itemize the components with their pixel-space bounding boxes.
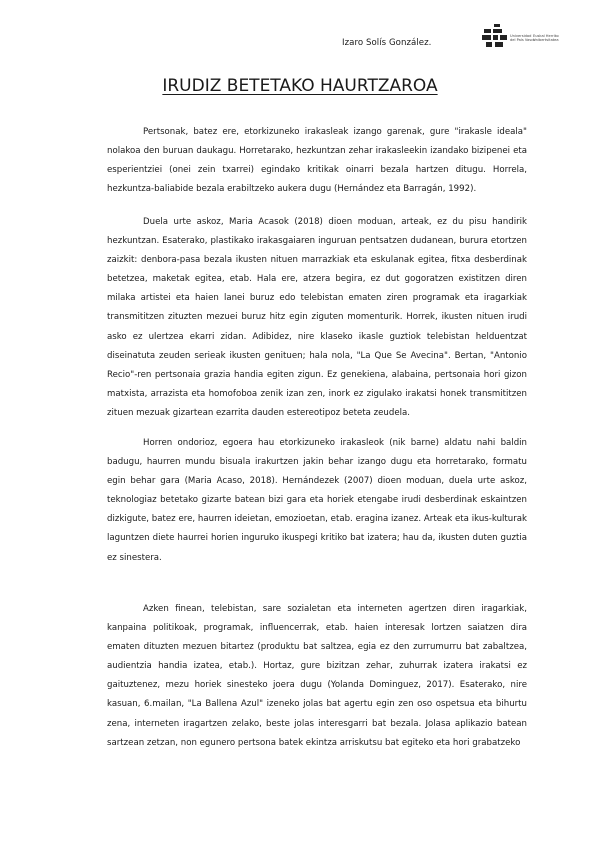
logo-text-left: Universidad del País Vasco xyxy=(510,34,536,43)
paragraph-2: Duela urte askoz, Maria Acasok (2018) dioen moduan, arteak, ez du pisu handirik hezkuntzan. Esaterako, plastikako irakasgaiaren inguruan pentsatzen dudanean, burura etortzen zaizkit: denbora-pasa bezala ikusten nituen marrazkiak eta eskulanak egitea, fitxa desberdinak betetzea, maketak egitea, etab. Hala ere, atzera begira, ez dut gogoratzen existitzen diren milaka artistei eta haien lanei buruz edo telebistan ematen ziren programak eta iragarkiak transmititzen zituzten mezuei buruz hitz egin ziguten momenturik. Horrek, ikusten nituen irudi asko ez ulertzea ekarri zidan. Adibidez, nire klaseko ikasle guztiok telebistan helduentzat diseinatuta zeuden serieak ikusten genituen; hala nola, "La Que Se Avecina". Bertan, "Antonio Recio"-ren pertsonaia grazia handia egiten zigun. Ez genekiena, alabaina, pertsonaia hori gizon matxista, arrazista eta homofoboa zenik izan zen, inork ez zigulako irakatsi honek transmititzen zituen mezuak gizartean ezarrita dauden estereotipoz beteta zeudela. xyxy=(107,217,527,418)
university-logo xyxy=(480,20,560,50)
logo-text-right: Euskal Herriko Unibertsitatea xyxy=(533,34,559,43)
document-title: IRUDIZ BETETAKO HAURTZAROA xyxy=(162,76,438,96)
university-emblem-icon xyxy=(480,24,510,48)
paragraph-1: Pertsonak, batez ere, etorkizuneko irakasleak izango garenak, gure "irakasle ideala" nolakoa den buruan daukagu. Horretarako, hezkuntzan zehar irakasleekin izandako bizipenei eta esperientziei (onei zein txarrei) egindako kritikak oinarri bezala hartzen ditugu. Horrela, hezkuntza-baliabide bezala erabiltzeko aukera dugu (Hernández eta Barragán, 1992). xyxy=(107,127,527,195)
author-name: Izaro Solís González. xyxy=(342,38,432,48)
paragraph-3: Horren ondorioz, egoera hau etorkizuneko irakasleok (nik barne) aldatu nahi baldin badugu, haurren mundu bisuala irakurtzen jakin behar izango dugu eta horretarako, formatu egin behar gara (Maria Acaso, 2018). Hernándezek (2007) dioen moduan, duela urte askoz, teknologiaz betetako gizarte batean bizi gara eta horiek etengabe irudi desberdinak eskaintzen dizkigute, batez ere, haurren ideietan, emozioetan, etab. eragina izanez. Arteak eta ikus-kulturak laguntzen diete haurrei horien inguruko ikuspegi kritiko bat izatera; hau da, ikusten duten guztia ez sinestera. xyxy=(107,438,527,563)
paragraph-4: Azken finean, telebistan, sare sozialetan eta interneten agertzen diren iragarkiak, kanpaina politikoak, programak, influencerrak, etab. haien interesak lortzen saiatzen dira ematen dituzten mezuen bitartez (produktu bat saltzea, egia ez den zurrumurru bat zabaltzea, audientzia handia izatea, etab.). Hortaz, gure bizitzan zehar, zuhurrak izatera irakatsi ez gaituztenez, mezu horiek sinesteko joera dugu (Yolanda Dominguez, 2017). Esaterako, nire kasuan, 6.mailan, "La Ballena Azul" izeneko jolas bat agertu egin zen oso ospetsua eta bihurtu zena, interneten iragartzen zelako, beste jolas interesgarri bat bezala. Jolasa aplikazio batean sartzean zetzan, non egunero pertsona batek ekintza arriskutsu bat egiteko eta hori grabatzeko xyxy=(107,604,527,748)
